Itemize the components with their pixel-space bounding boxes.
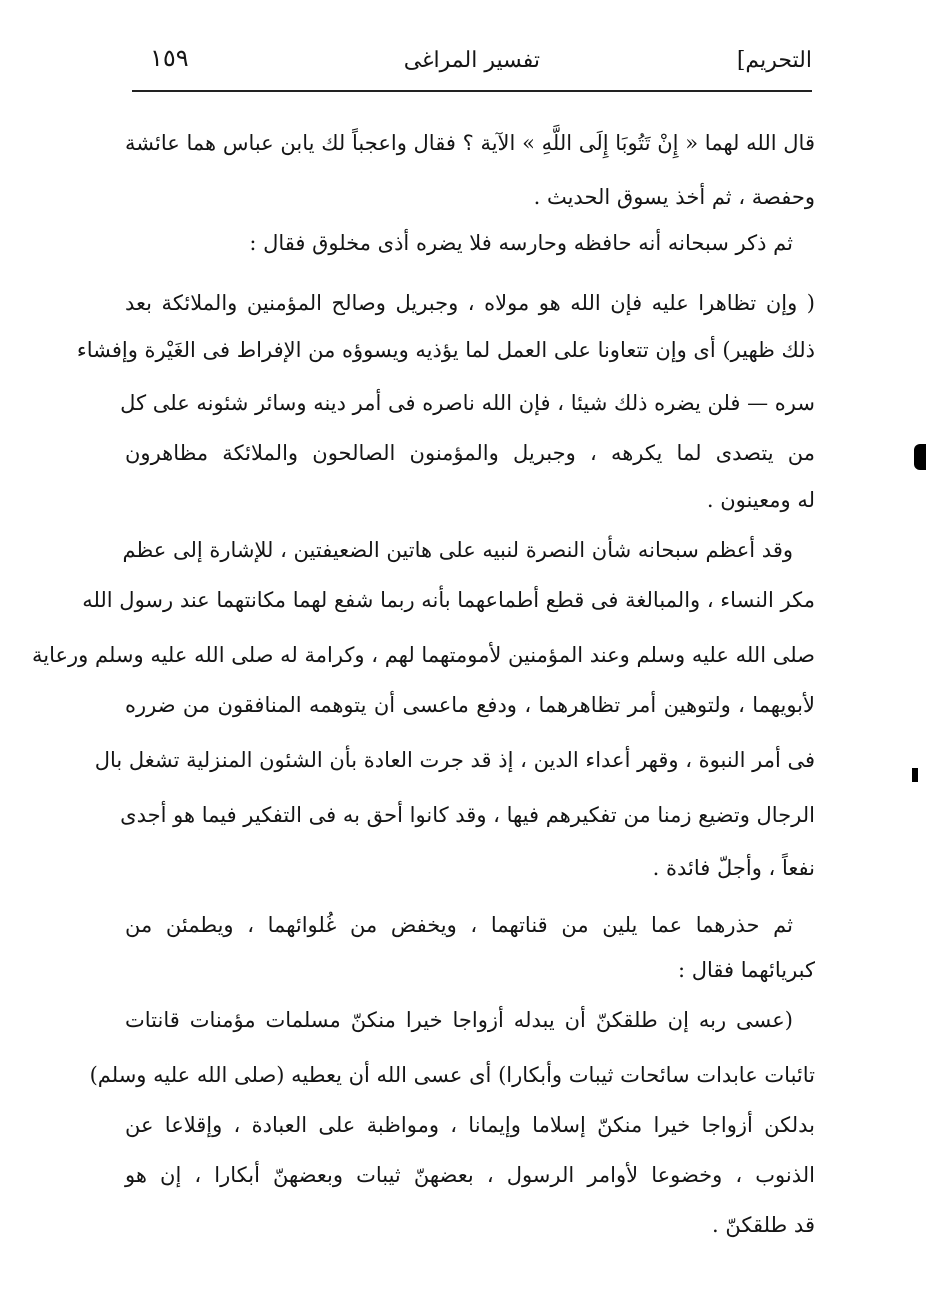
page-number: ١٥٩ bbox=[150, 44, 189, 72]
running-title: تفسير المراغى bbox=[403, 48, 540, 73]
page-header bbox=[132, 40, 812, 92]
text-line: الذنوب ، وخضوعا لأوامر الرسول ، بعضهنّ ثيبات وبعضهنّ أبكارا ، إن هو bbox=[125, 1163, 815, 1187]
text-line: من يتصدى لما يكرهه ، وجبريل والمؤمنون الصالحون والملائكة مظاهرون bbox=[125, 441, 815, 465]
text-line: فى أمر النبوة ، وقهر أعداء الدين ، إذ قد جرت العادة بأن الشئون المنزلية تشغل بال bbox=[94, 748, 815, 772]
text-line: لأبويهما ، ولتوهين أمر تظاهرهما ، ودفع ماعسى أن يتوهمه المنافقون من ضرره bbox=[125, 693, 815, 717]
text-line: صلى الله عليه وسلم وعند المؤمنين لأمومتهما لهم ، وكرامة له صلى الله عليه وسلم ورعاية bbox=[32, 643, 815, 667]
chapter-name: التحريم] bbox=[736, 48, 812, 73]
text-line: ثم حذرهما عما يلين من قناتهما ، ويخفض من غُلوائهما ، ويطمئن من bbox=[125, 913, 793, 937]
text-line: له ومعينون . bbox=[706, 488, 815, 512]
text-line: ( وإن تظاهرا عليه فإن الله هو مولاه ، وجبريل وصالح المؤمنين والملائكة بعد bbox=[125, 291, 815, 315]
text-line: وحفصة ، ثم أخذ يسوق الحديث . bbox=[533, 185, 815, 209]
text-line: ذلك ظهير) أى وإن تتعاونا على العمل لما يؤذيه ويسوؤه من الإفراط فى الغَيْرة وإفشاء bbox=[76, 338, 815, 362]
header-rule bbox=[132, 90, 812, 92]
text-line: ثم ذكر سبحانه أنه حافظه وحارسه فلا يضره أذى مخلوق فقال : bbox=[249, 231, 793, 255]
text-line: قد طلقكنّ . bbox=[712, 1213, 815, 1237]
text-line: مكر النساء ، والمبالغة فى قطع أطماعهما بأنه ربما شفع لهما مكانتهما عند رسول الله bbox=[82, 588, 815, 612]
text-line: تائبات عابدات سائحات ثيبات وأبكارا) أى عسى الله أن يعطيه (صلى الله عليه وسلم) bbox=[89, 1063, 815, 1087]
text-line: سره — فلن يضره ذلك شيئا ، فإن الله ناصره فى أمر دينه وسائر شئونه على كل bbox=[120, 391, 815, 415]
text-line: قال الله لهما « إِنْ تَتُوبَا إِلَى اللَّهِ » الآية ؟ فقال واعجباً لك يابن عباس هما عائشة bbox=[125, 131, 815, 155]
text-line: الرجال وتضيع زمنا من تفكيرهم فيها ، وقد كانوا أحق به فى التفكير فيما هو أجدى bbox=[120, 803, 815, 827]
margin-scan-mark bbox=[912, 768, 918, 782]
text-line: وقد أعظم سبحانه شأن النصرة لنبيه على هاتين الضعيفتين ، للإشارة إلى عظم bbox=[122, 538, 793, 562]
margin-scan-mark bbox=[914, 444, 926, 470]
text-line: نفعاً ، وأجلّ فائدة . bbox=[652, 856, 815, 880]
text-line: (عسى ربه إن طلقكنّ أن يبدله أزواجا خيرا منكنّ مسلمات مؤمنات قانتات bbox=[125, 1008, 793, 1032]
text-line: كبريائهما فقال : bbox=[678, 958, 815, 982]
text-line: بدلكن أزواجا خيرا منكنّ إسلاما وإيمانا ، ومواظبة على العبادة ، وإقلاعا عن bbox=[125, 1113, 815, 1137]
